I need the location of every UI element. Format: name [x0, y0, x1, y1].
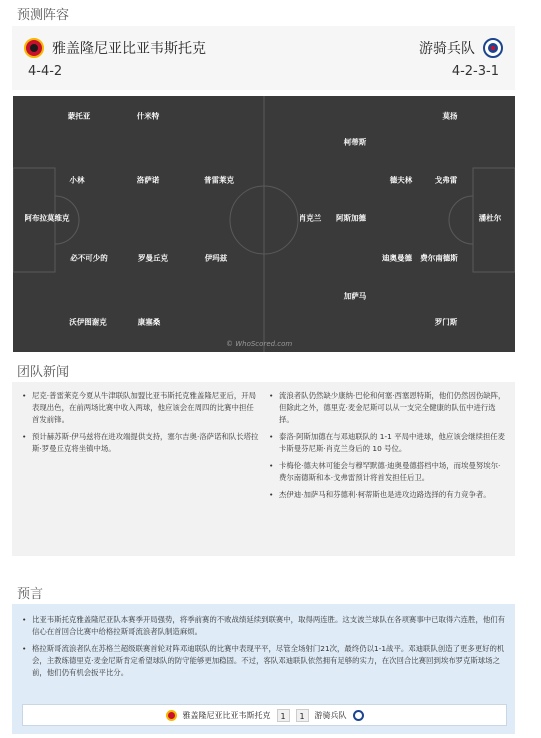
away-player[interactable]: 费尔南德斯	[420, 253, 458, 263]
away-player[interactable]: 肖克兰	[298, 213, 322, 223]
home-score: 1	[277, 709, 290, 722]
away-player[interactable]: 潘杜尔	[478, 213, 502, 223]
home-player[interactable]: 沃伊图谢克	[69, 317, 107, 327]
away-team[interactable]	[419, 38, 503, 58]
away-team-name: 游骑兵队	[419, 41, 475, 57]
team-news-box	[12, 382, 515, 556]
prediction-title: 预言	[17, 587, 44, 602]
away-crest-icon	[353, 710, 364, 721]
away-player[interactable]: 阿斯加德	[336, 213, 366, 223]
away-formation: 4-2-3-1	[451, 64, 499, 79]
list-item: • 卡梅伦·德夫林可能会与穆罕默德·迪奥曼德搭档中场，而埃曼努埃尔·费尔南德斯和本·戈弗雷预计将首发担任后卫。	[267, 460, 507, 484]
away-player[interactable]: 戈弗雷	[434, 175, 458, 185]
team-news-right	[267, 390, 507, 506]
home-player[interactable]: 罗曼丘克	[138, 253, 168, 263]
list-item: • 预计赫苏斯·伊马兹将在进攻端提供支持，塞尔吉奥·洛萨诺和队长塔拉斯·罗曼丘克将坐镇中场。	[20, 431, 260, 455]
list-item: • 流浪者队仍然缺少康纳·巴伦和何塞·西塞恩特斯，他们仍然因伤缺阵，但除此之外，德里克·麦金尼斯可以从一支完全健康的队伍中进行选择。	[267, 390, 507, 426]
list-item: • 杰伊迪·加萨马和芬德利·柯蒂斯也是进攻边路选择的有力竞争者。	[267, 489, 507, 501]
home-crest-icon	[24, 38, 44, 58]
home-player[interactable]: 洛萨诺	[136, 175, 160, 185]
pitch	[13, 96, 515, 352]
home-player[interactable]: 康塞桑	[137, 317, 161, 327]
away-player[interactable]: 德夫林	[389, 175, 413, 185]
home-player[interactable]: 什米特	[136, 111, 160, 121]
score-home-name: 雅盖隆尼亚比亚韦斯托克	[182, 710, 271, 720]
away-player[interactable]: 迪奥曼德	[382, 253, 412, 263]
home-team[interactable]	[24, 38, 206, 58]
home-player[interactable]: 阿布拉莫维克	[24, 213, 70, 223]
home-player[interactable]: 必不可少的	[70, 253, 108, 263]
away-player[interactable]: 罗门斯	[434, 317, 458, 327]
home-formation: 4-4-2	[28, 64, 63, 79]
score-away-name: 游骑兵队	[314, 710, 347, 720]
away-score: 1	[296, 709, 309, 722]
away-player[interactable]: 加萨马	[343, 291, 367, 301]
list-item: • 泰洛·阿斯加德在与邓迪联队的 1-1 平局中进球，他应该会继续担任麦卡斯曼芬尼斯·肖克兰身后的 10 号位。	[267, 431, 507, 455]
list-item: • 比亚韦斯托克雅盖隆尼亚队本赛季开局强势，将季前赛的不败战绩延续到联赛中，取得两连胜。这支波兰球队在各项赛事中已取得六连胜，他们有信心在首回合比赛中给格拉斯哥流浪者队制造麻烦。	[20, 614, 508, 638]
list-item: • 尼克·普雷莱克今夏从牛津联队加盟比亚韦斯托克雅盖隆尼亚后，开局表现出色，在前两场比赛中收入两球，他应该会在周四的比赛中担任首发前锋。	[20, 390, 260, 426]
away-player[interactable]: 柯蒂斯	[343, 137, 367, 147]
home-crest-icon	[166, 710, 177, 721]
team-news-left	[20, 390, 260, 460]
home-team-name: 雅盖隆尼亚比亚韦斯托克	[52, 41, 206, 57]
watermark: © WhoScored.com	[226, 340, 293, 348]
list-item: • 格拉斯哥流浪者队在苏格兰超级联赛首轮对阵邓迪联队的比赛中表现平平，尽管全场射门21次，最终仍以1-1战平。邓迪联队创造了更多更好的机会，主教练德里克·麦金尼斯肯定希望球队的防守能够更加稳固。不过，客队邓迪联队依然拥有足够的实力，在次回合比赛回到埃布罗克斯球场之前，他们仍有机会扳平比分。	[20, 643, 508, 679]
home-player[interactable]: 普雷莱克	[204, 175, 234, 185]
away-player[interactable]: 莫扬	[442, 111, 458, 121]
home-player[interactable]: 伊玛兹	[204, 253, 228, 263]
pitch-lines	[13, 96, 515, 352]
team-news-title: 团队新闻	[17, 365, 70, 380]
home-player[interactable]: 蒙托亚	[67, 111, 91, 121]
away-crest-icon	[483, 38, 503, 58]
prediction-box	[12, 604, 515, 734]
score-prediction[interactable]	[22, 704, 507, 726]
lineups-title: 预测阵容	[17, 8, 70, 23]
home-player[interactable]: 小林	[69, 175, 85, 185]
lineup-header	[12, 26, 515, 90]
